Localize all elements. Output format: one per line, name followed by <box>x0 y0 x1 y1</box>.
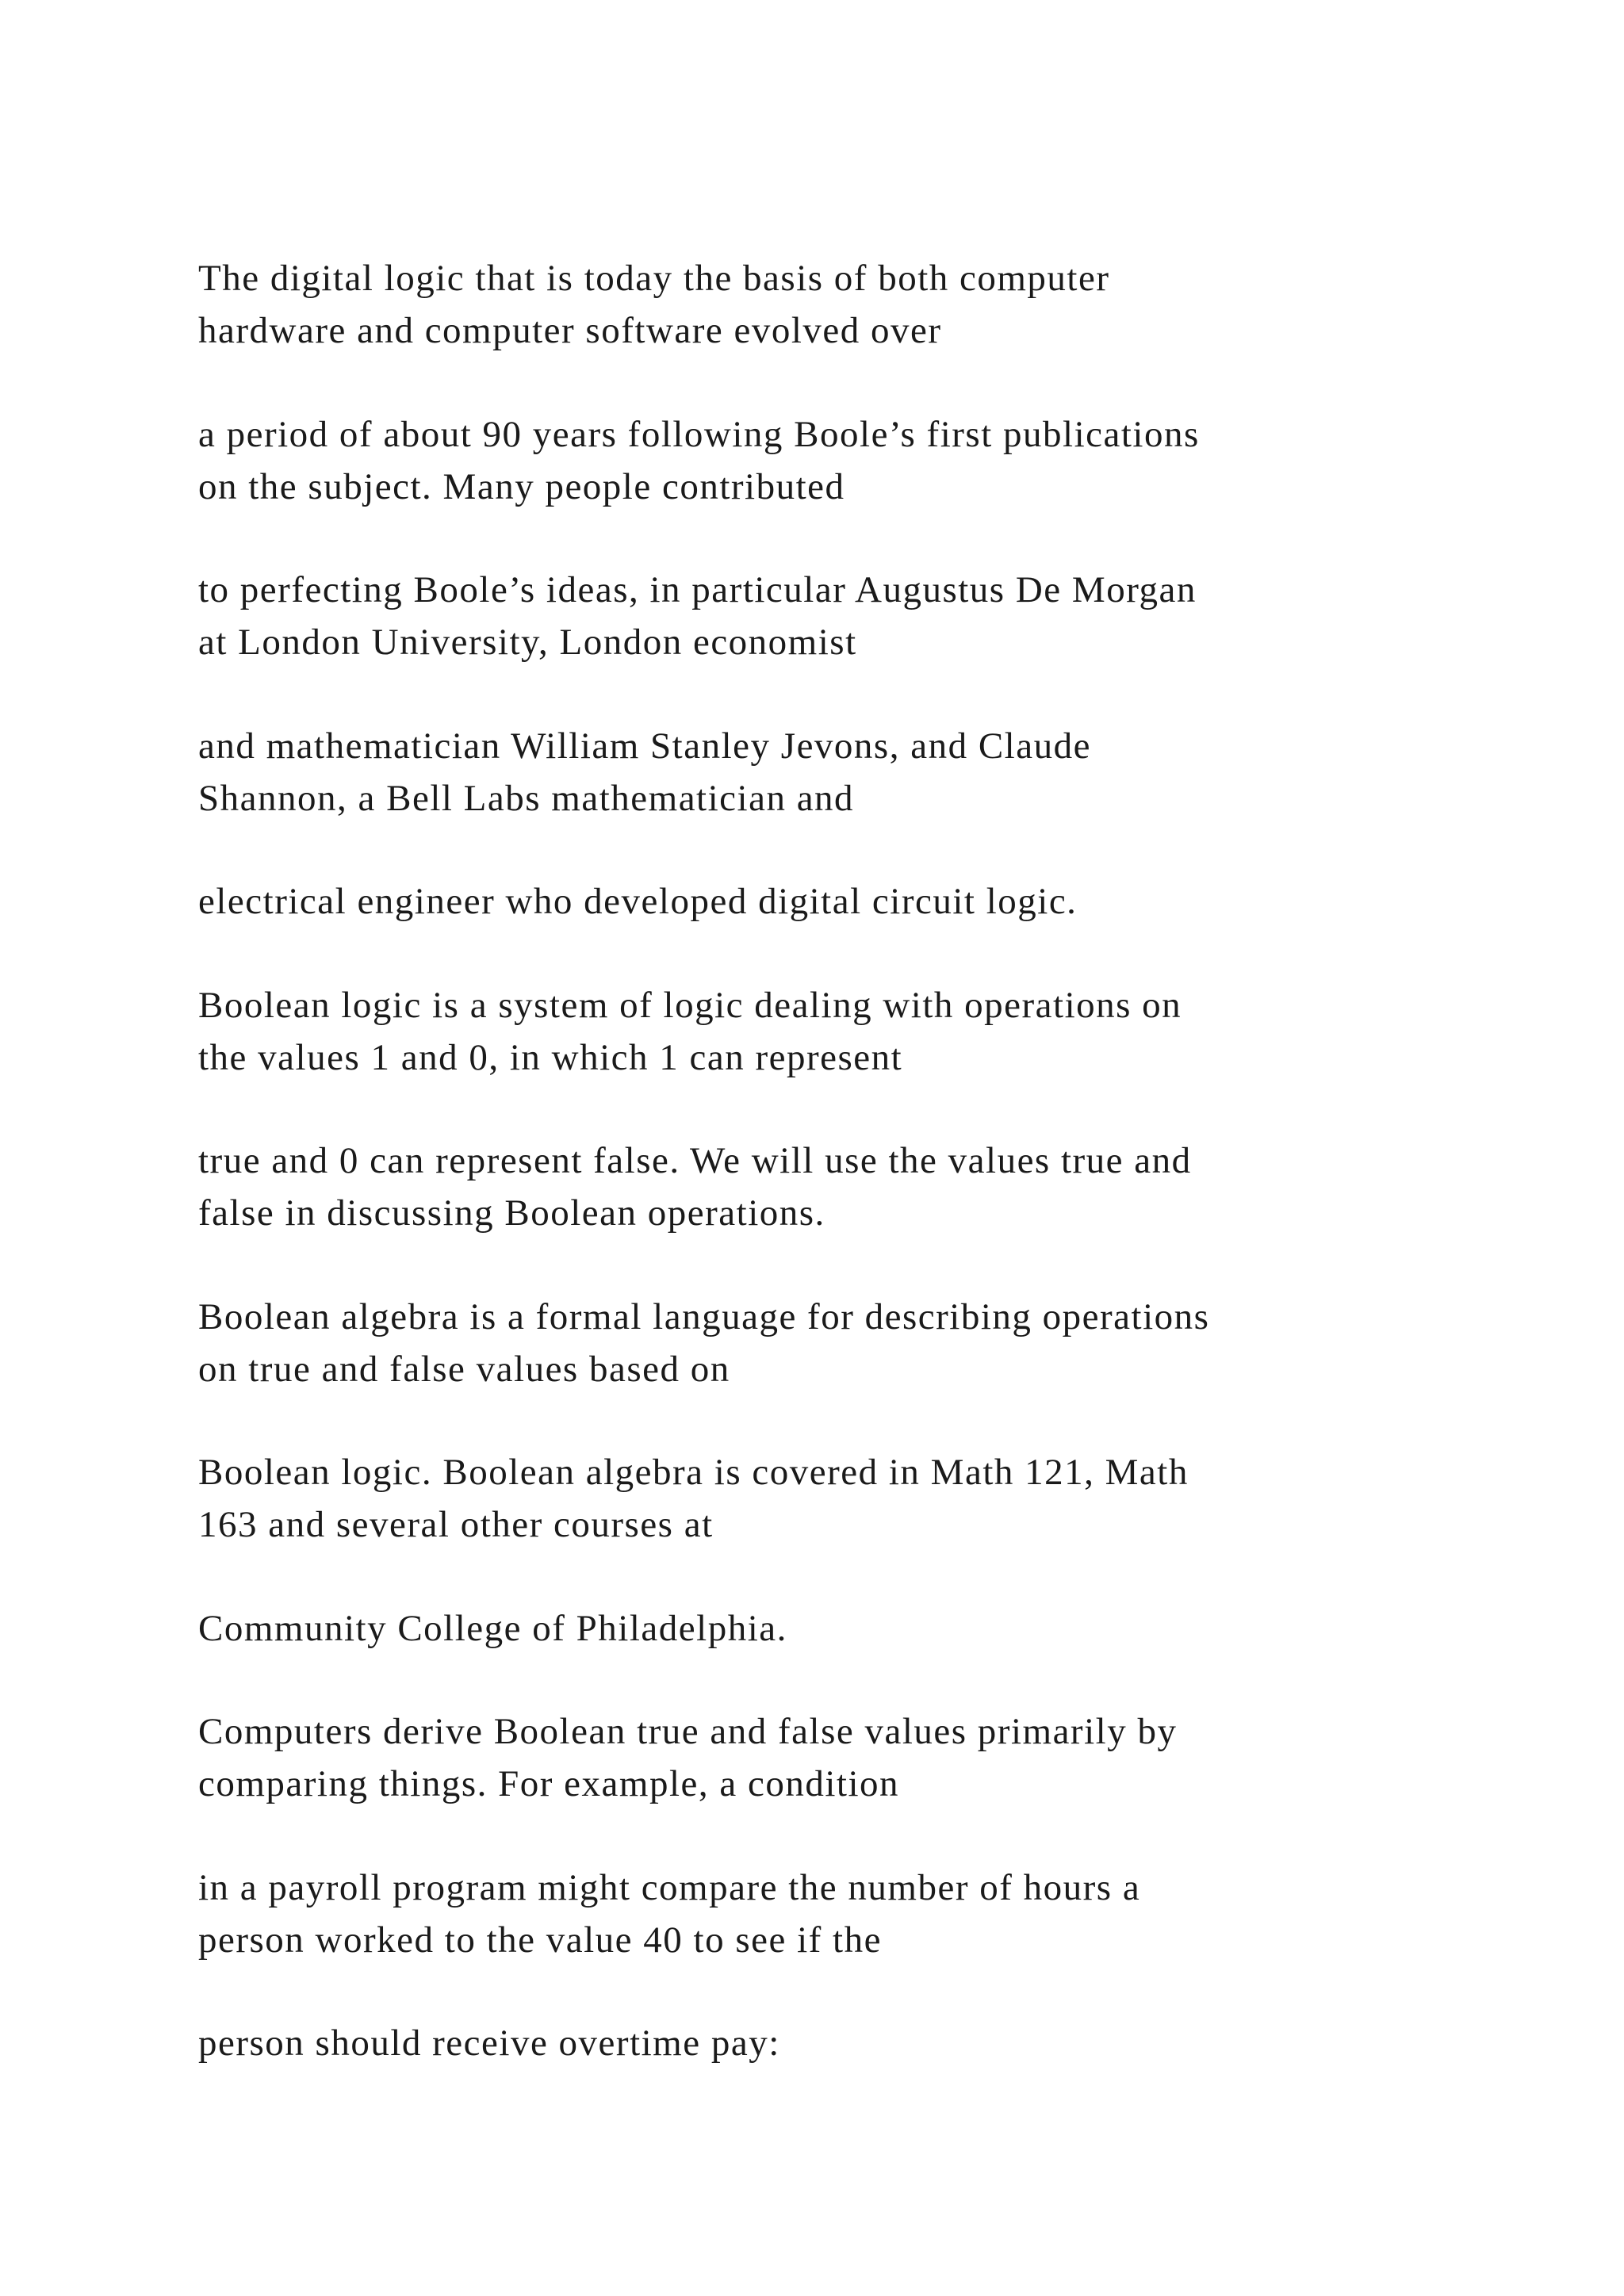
paragraph-line: Computers derive Boolean true and false values primarily by <box>198 1711 1178 1752</box>
paragraph-line: in a payroll program might compare the number of hours a <box>198 1866 1141 1908</box>
paragraph-line: comparing things. For example, a condition <box>198 1763 900 1804</box>
paragraph-10 <box>198 1602 1483 1655</box>
paragraph-line: electrical engineer who developed digital circuit logic. <box>198 881 1078 922</box>
paragraph-line: Boolean logic. Boolean algebra is covered in Math 121, Math <box>198 1452 1189 1493</box>
paragraph-line: person worked to the value 40 to see if the <box>198 1919 882 1961</box>
paragraph-line: at London University, London economist <box>198 622 857 663</box>
paragraph-line: Boolean algebra is a formal language for describing operations <box>198 1295 1210 1337</box>
paragraph-8 <box>198 1291 1483 1395</box>
paragraph-line: to perfecting Boole’s ideas, in particular Augustus De Morgan <box>198 569 1197 610</box>
paragraph-line: false in discussing Boolean operations. <box>198 1192 825 1234</box>
document-body <box>198 252 1483 2121</box>
paragraph-12 <box>198 1862 1483 1966</box>
paragraph-line: the values 1 and 0, in which 1 can represent <box>198 1036 903 1078</box>
paragraph-line: Shannon, a Bell Labs mathematician and <box>198 777 855 819</box>
paragraph-13 <box>198 2017 1483 2069</box>
paragraph-9 <box>198 1446 1483 1551</box>
paragraph-line: on true and false values based on <box>198 1348 730 1390</box>
paragraph-line: and mathematician William Stanley Jevons, and Claude <box>198 725 1091 767</box>
paragraph-line: Boolean logic is a system of logic dealing with operations on <box>198 984 1182 1026</box>
paragraph-line: Community College of Philadelphia. <box>198 1607 787 1649</box>
paragraph-11 <box>198 1705 1483 1810</box>
paragraph-line: hardware and computer software evolved over <box>198 310 942 351</box>
paragraph-line: true and 0 can represent false. We will use the values true and <box>198 1140 1192 1181</box>
paragraph-line: The digital logic that is today the basis of both computer <box>198 258 1110 299</box>
paragraph-2 <box>198 408 1483 513</box>
paragraph-line: person should receive overtime pay: <box>198 2022 780 2064</box>
paragraph-3 <box>198 564 1483 668</box>
paragraph-5 <box>198 875 1483 928</box>
paragraph-1 <box>198 252 1483 357</box>
paragraph-line: 163 and several other courses at <box>198 1504 714 1545</box>
paragraph-4 <box>198 720 1483 825</box>
paragraph-6 <box>198 979 1483 1084</box>
paragraph-line: on the subject. Many people contributed <box>198 465 845 507</box>
paragraph-line: a period of about 90 years following Boole’s first publications <box>198 413 1200 455</box>
paragraph-7 <box>198 1135 1483 1239</box>
